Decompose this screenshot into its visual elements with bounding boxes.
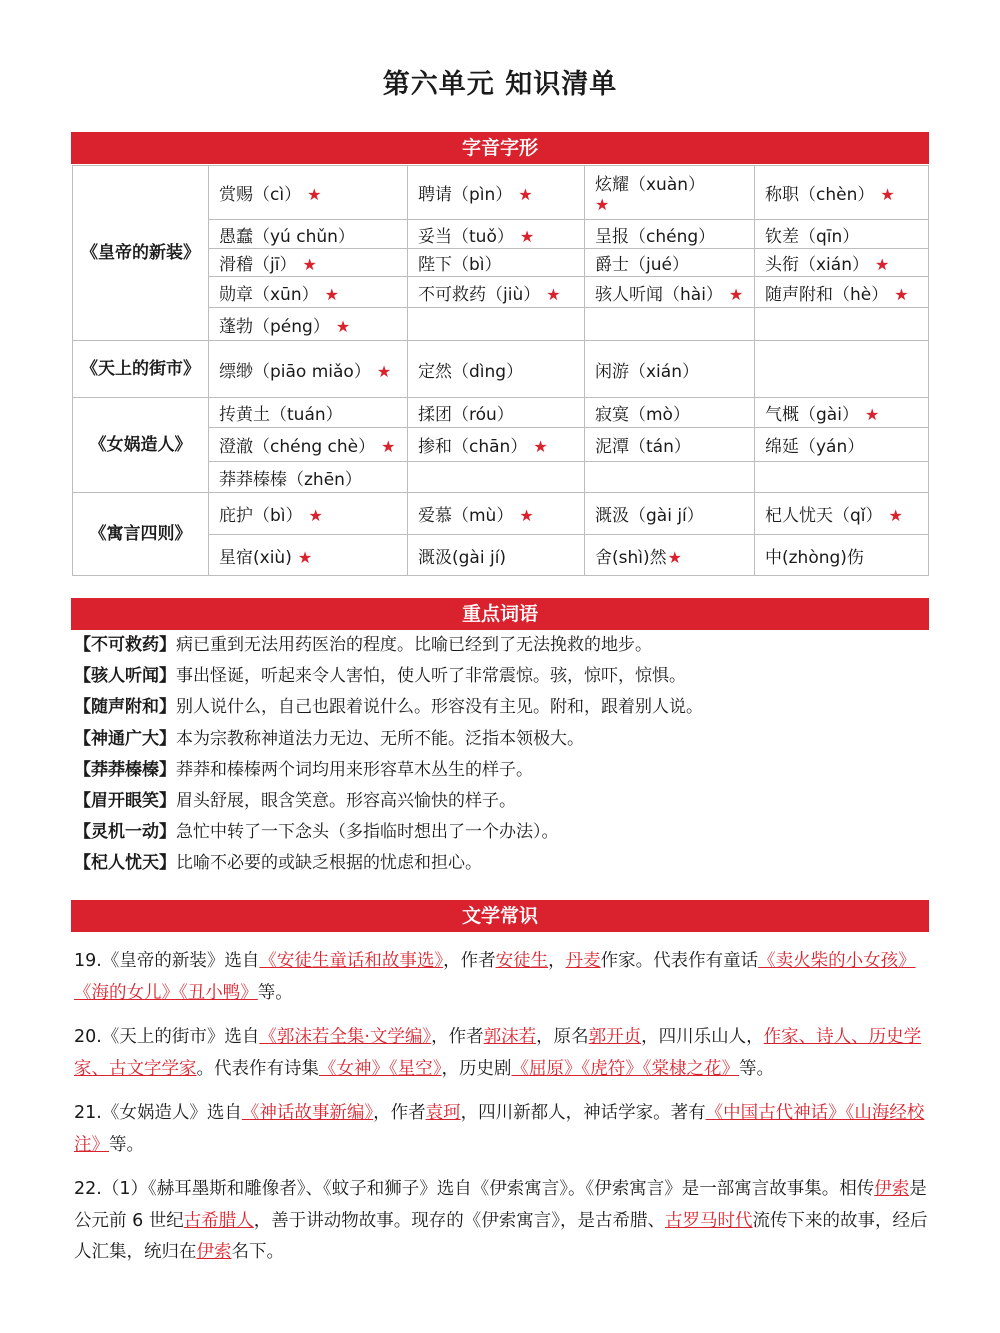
star-icon: ★ xyxy=(874,255,890,274)
star-icon: ★ xyxy=(533,437,548,456)
section-header-literature: 文学常识 xyxy=(71,900,929,932)
char-cell xyxy=(408,308,585,341)
char-cell: 庇护（bì） ★ xyxy=(209,493,408,535)
char-cell: 莽莽榛榛（zhēn） xyxy=(209,462,408,493)
lesson-cell: 《寓言四则》 xyxy=(73,493,209,576)
star-icon: ★ xyxy=(308,506,323,525)
char-cell xyxy=(585,462,755,493)
lit-paragraph-22: 22.（1）《赫耳墨斯和雕像者》、《蚊子和狮子》选自《伊索寓言》。《伊索寓言》是一部寓言故事集。相传伊索是公元前 6 世纪古希腊人，善于讲动物故事。现存的《伊索寓言》，是古希腊、古罗马时代流传下来的故事，经后人汇集，统归在伊索名下。 xyxy=(74,1179,928,1262)
char-cell: 缥缈（piāo miǎo） ★ xyxy=(209,341,408,398)
vocab-item: 【骇人听闻】事出怪诞，听起来令人害怕，使人听了非常震惊。骇，惊吓，惊惧。 xyxy=(74,666,686,687)
star-icon: ★ xyxy=(519,506,534,525)
char-cell xyxy=(408,462,585,493)
char-cell: 赏赐（cì） ★ xyxy=(209,166,408,220)
char-cell: 揉团（róu） xyxy=(408,398,585,428)
star-icon: ★ xyxy=(297,547,313,567)
page-title: 第六单元 知识清单 xyxy=(382,69,618,100)
char-cell: 聘请（pìn） ★ xyxy=(408,166,585,220)
star-icon: ★ xyxy=(595,195,610,214)
char-cell: 滑稽（jī） ★ xyxy=(209,249,408,277)
char-cell: 杞人忧天（qǐ） ★ xyxy=(755,493,929,535)
star-icon: ★ xyxy=(307,185,322,204)
star-icon: ★ xyxy=(880,185,895,204)
star-icon: ★ xyxy=(335,316,351,336)
star-icon: ★ xyxy=(864,405,880,424)
star-icon: ★ xyxy=(324,284,339,304)
lit-paragraph-21: 21.《女娲造人》选自《神话故事新编》，作者袁珂，四川新都人，神话学家。著有《中国古代神话》《山海经校注》等。 xyxy=(74,1103,925,1155)
star-icon: ★ xyxy=(546,284,561,304)
char-cell: 寂寞（mò） xyxy=(585,398,755,428)
vocab-item: 【眉开眼笑】眉头舒展，眼含笑意。形容高兴愉快的样子。 xyxy=(74,791,516,812)
star-icon: ★ xyxy=(894,284,909,304)
char-cell: 泥潭（tán） xyxy=(585,428,755,462)
lesson-cell: 《皇帝的新装》 xyxy=(73,166,209,341)
char-cell: 炫耀（xuàn） ★ xyxy=(585,166,755,220)
char-cell: 掺和（chān） ★ xyxy=(408,428,585,462)
star-icon: ★ xyxy=(376,361,392,381)
char-cell: 溉汲（gài jí） xyxy=(585,493,755,535)
vocab-list xyxy=(74,630,934,880)
char-cell: 定然（dìng） xyxy=(408,341,585,398)
char-cell: 中(zhòng)伤 xyxy=(755,535,929,576)
vocab-item: 【杞人忧天】比喻不必要的或缺乏根据的忧虑和担心。 xyxy=(74,853,482,874)
char-cell: 不可救药（jiù） ★ xyxy=(408,277,585,308)
vocab-item: 【神通广大】本为宗教称神道法力无边、无所不能。泛指本领极大。 xyxy=(74,728,584,749)
char-cell: 爵士（jué） xyxy=(585,249,755,277)
char-cell: 溉汲(gài jí) xyxy=(408,535,585,576)
char-cell: 呈报（chéng） xyxy=(585,220,755,249)
char-cell: 头衔（xián） ★ xyxy=(755,249,929,277)
vocab-item: 【随声附和】别人说什么，自己也跟着说什么。形容没有主见。附和，跟着别人说。 xyxy=(74,697,703,718)
char-cell: 称职（chèn） ★ xyxy=(755,166,929,220)
lesson-cell: 《天上的街市》 xyxy=(73,341,209,398)
char-cell: 闲游（xián） xyxy=(585,341,755,398)
star-icon: ★ xyxy=(728,284,744,304)
char-cell: 勋章（xūn） ★ xyxy=(209,277,408,308)
lesson-cell: 《女娲造人》 xyxy=(73,398,209,493)
char-cell: 绵延（yán） xyxy=(755,428,929,462)
char-cell: 陛下（bì） xyxy=(408,249,585,277)
char-sound-table xyxy=(72,165,929,576)
char-cell: 抟黄土（tuán） xyxy=(209,398,408,428)
lit-paragraph-19: 19.《皇帝的新装》选自《安徒生童话和故事选》，作者安徒生，丹麦作家。代表作有童话《卖火柴的小女孩》《海的女儿》《丑小鸭》等。 xyxy=(74,951,916,1003)
section-header-key-words: 重点词语 xyxy=(71,598,929,630)
char-cell xyxy=(585,308,755,341)
char-cell xyxy=(755,308,929,341)
star-icon: ★ xyxy=(302,255,317,274)
lit-paragraph-20: 20.《天上的街市》选自《郭沫若全集·文学编》，作者郭沫若，原名郭开贞，四川乐山人，作家、诗人、历史学家、古文字学家。代表作有诗集《女神》《星空》，历史剧《屈原》《虎符》《棠棣之花》等。 xyxy=(74,1027,922,1079)
char-cell: 妥当（tuǒ） ★ xyxy=(408,220,585,249)
vocab-item: 【不可救药】病已重到无法用药医治的程度。比喻已经到了无法挽救的地步。 xyxy=(74,635,652,655)
char-cell xyxy=(755,462,929,493)
char-cell: 星宿(xiù) ★ xyxy=(209,535,408,576)
vocab-item: 【莽莽榛榛】莽莽和榛榛两个词均用来形容草木丛生的样子。 xyxy=(74,759,533,780)
section-header-char-sound: 字音字形 xyxy=(71,132,929,164)
star-icon: ★ xyxy=(888,506,903,525)
char-cell: 随声附和（hè） ★ xyxy=(755,277,929,308)
star-icon: ★ xyxy=(519,226,535,246)
char-cell: 气概（gài） ★ xyxy=(755,398,929,428)
char-cell: 爱慕（mù） ★ xyxy=(408,493,585,535)
char-cell: 钦差（qīn） xyxy=(755,220,929,249)
star-icon: ★ xyxy=(518,185,533,204)
star-icon: ★ xyxy=(667,547,682,567)
star-icon: ★ xyxy=(381,437,396,456)
vocab-item: 【灵机一动】急忙中转了一下念头（多指临时想出了一个办法）。 xyxy=(74,822,559,843)
char-cell: 澄澈（chéng chè） ★ xyxy=(209,428,408,462)
char-cell: 愚蠢（yú chǔn） xyxy=(209,220,408,249)
char-cell: 舍(shì)然★ xyxy=(585,535,755,576)
char-cell: 骇人听闻（hài） ★ xyxy=(585,277,755,308)
char-cell: 蓬勃（péng） ★ xyxy=(209,308,408,341)
char-cell xyxy=(755,341,929,398)
